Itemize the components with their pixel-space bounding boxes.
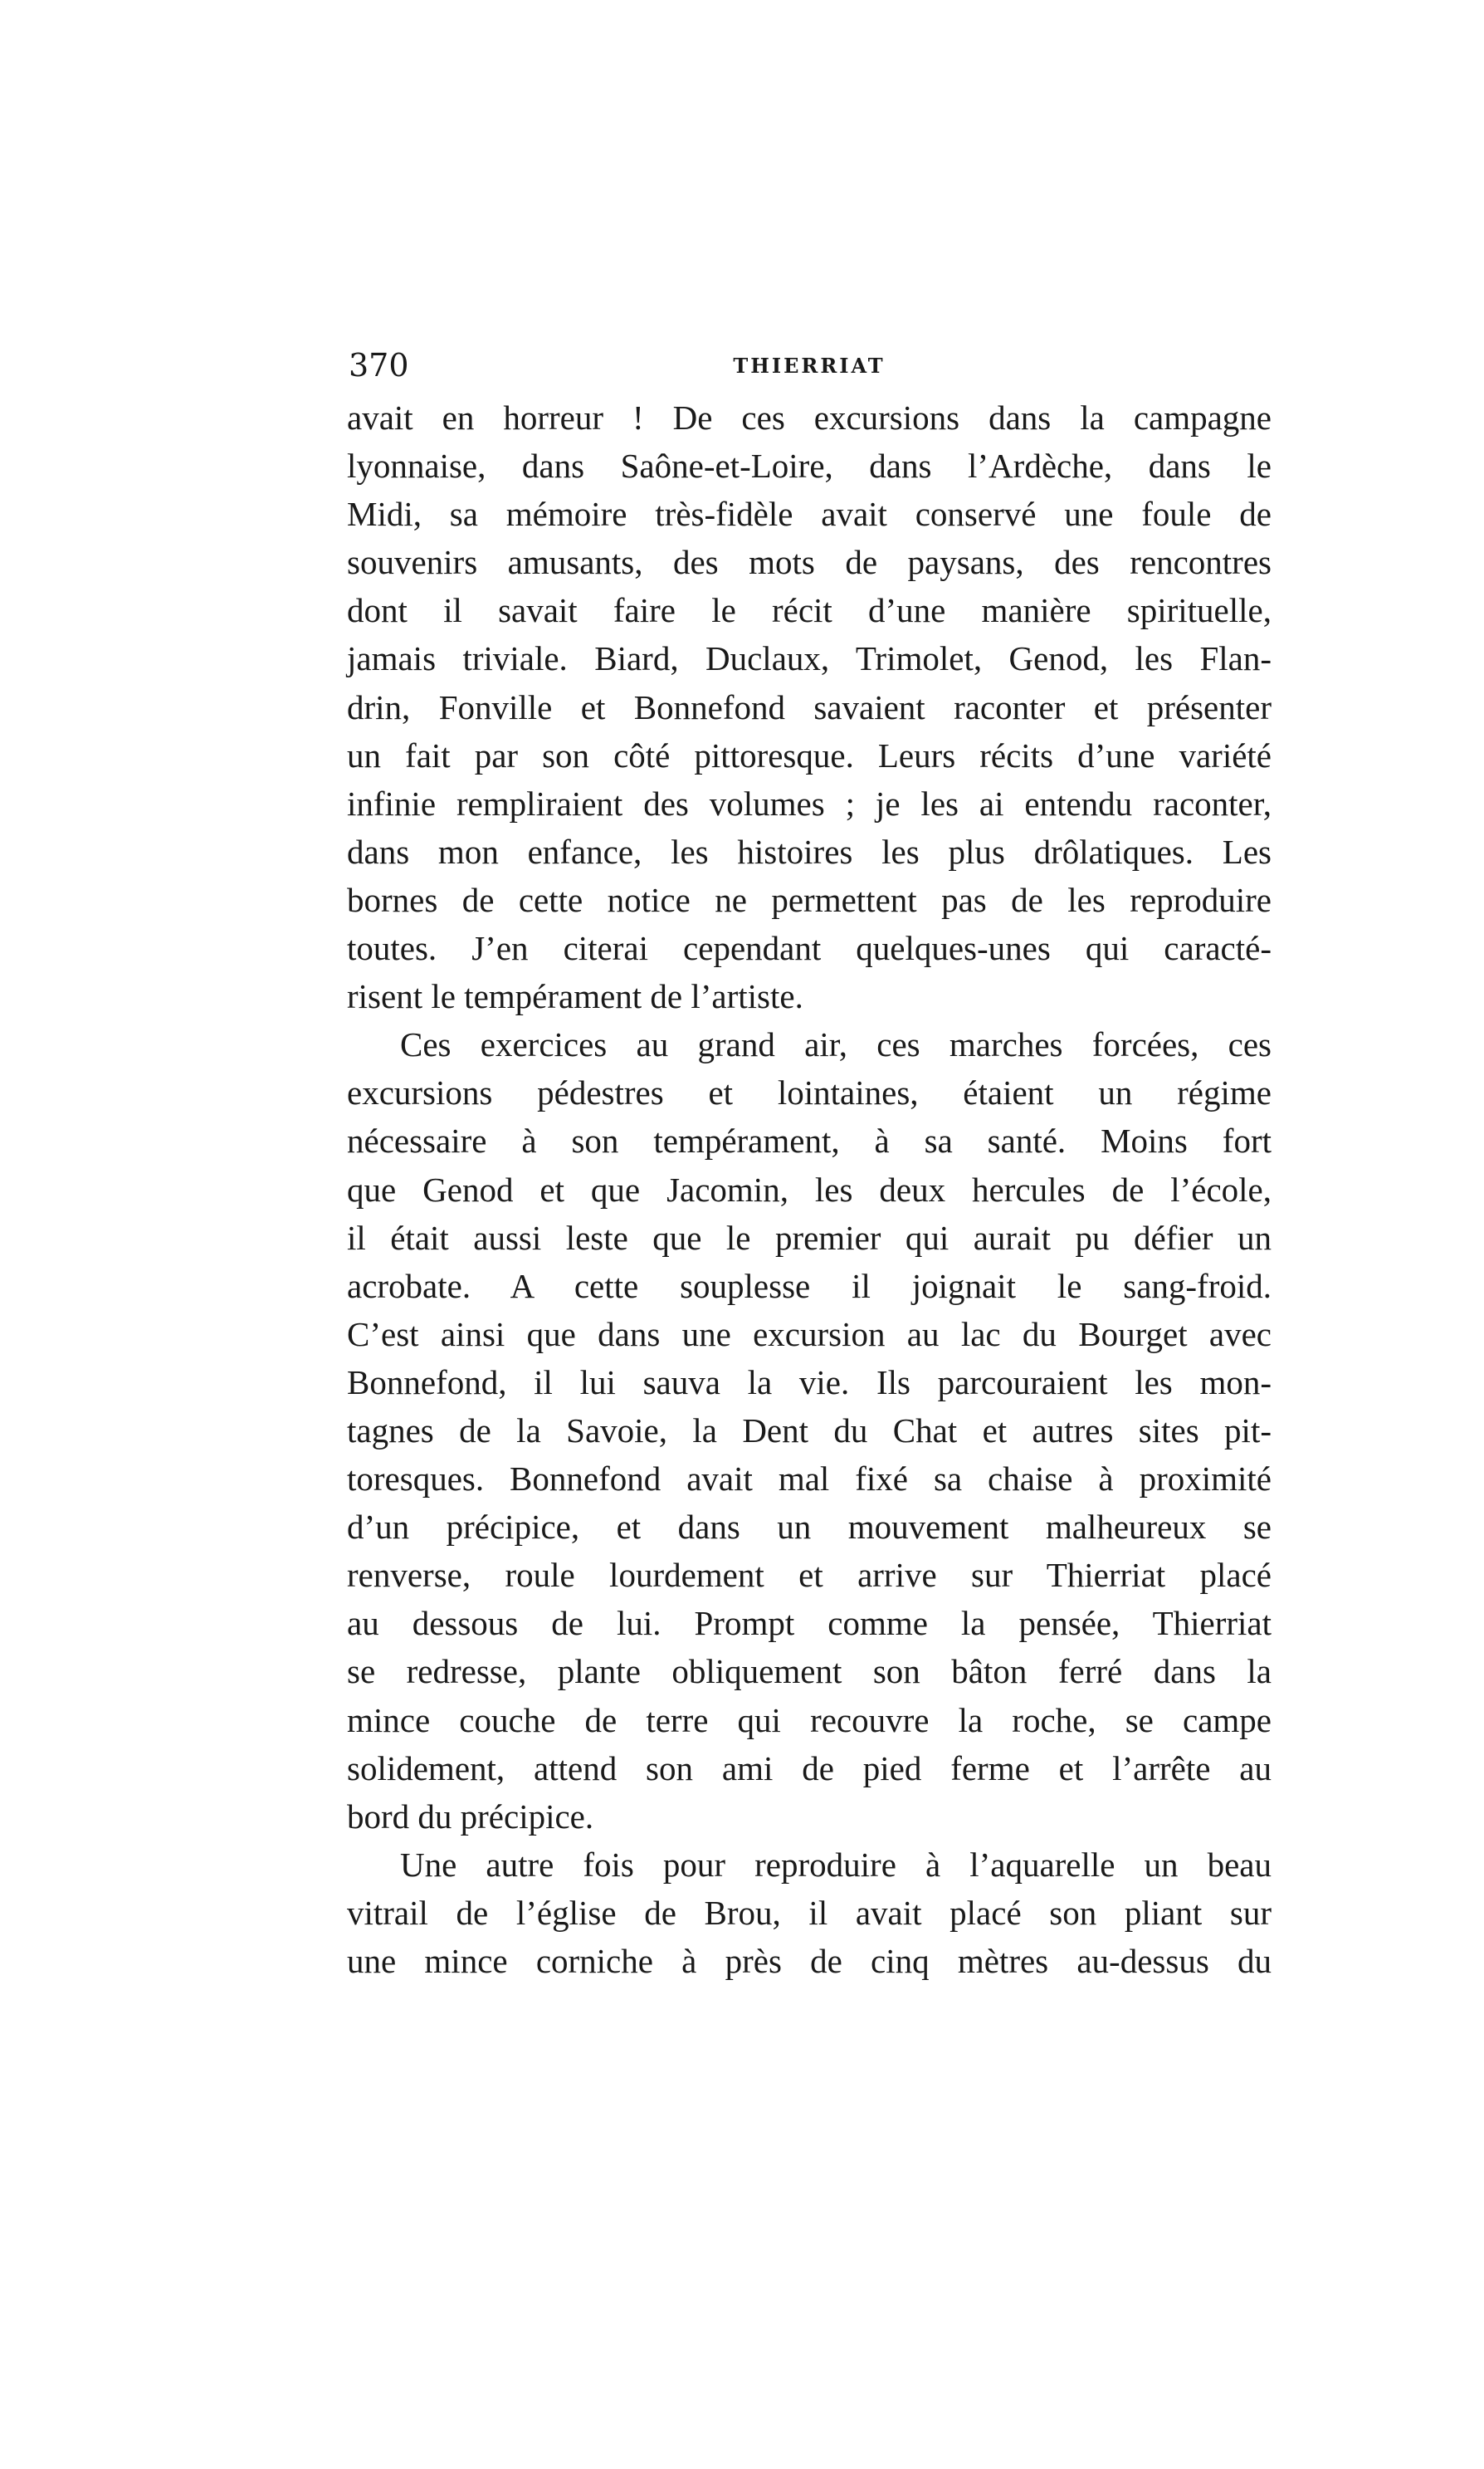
text-line: nécessaire à son tempérament, à sa santé. Moins fort xyxy=(347,1122,1272,1161)
text-line: il était aussi leste que le premier qui aurait pu défier un xyxy=(347,1218,1272,1257)
text-line: C’est ainsi que dans une excursion au lac du Bourget avec xyxy=(347,1314,1272,1353)
text-line: souvenirs amusants, des mots de paysans, des rencontres xyxy=(347,543,1272,582)
text-line: solidement, attend son ami de pied ferme et l’arrête au xyxy=(347,1748,1272,1787)
text-line: au dessous de lui. Prompt comme la pensée, Thierriat xyxy=(347,1604,1272,1643)
text-line: se redresse, plante obliquement son bâton ferré dans la xyxy=(347,1652,1272,1691)
text-line: lyonnaise, dans Saône-et-Loire, dans l’Ardèche, dans le xyxy=(347,447,1272,486)
text-line: mince couche de terre qui recouvre la roche, se campe xyxy=(347,1700,1272,1739)
text-line: jamais triviale. Biard, Duclaux, Trimolet, Genod, les Flan- xyxy=(347,639,1272,678)
text-line: risent le tempérament de l’artiste. xyxy=(347,977,803,1016)
text-line: toresques. Bonnefond avait mal fixé sa chaise à proximité xyxy=(347,1459,1272,1499)
text-line: dans mon enfance, les histoires les plus drôlatiques. Les xyxy=(347,832,1272,871)
running-title: THIERRIAT xyxy=(733,354,886,378)
paragraph xyxy=(347,394,1272,1020)
text-line: drin, Fonville et Bonnefond savaient raconter et présenter xyxy=(347,687,1272,726)
text-line: Midi, sa mémoire très-fidèle avait conservé une foule de xyxy=(347,495,1272,534)
text-line: vitrail de l’église de Brou, il avait placé son pliant sur xyxy=(347,1893,1272,1932)
text-line: d’un précipice, et dans un mouvement malheureux se xyxy=(347,1508,1272,1547)
text-line: renverse, roule lourdement et arrive sur Thierriat placé xyxy=(347,1556,1272,1595)
text-line: un fait par son côté pittoresque. Leurs récits d’une variété xyxy=(347,736,1272,775)
text-line: infinie rempliraient des volumes ; je les ai entendu raconter, xyxy=(347,784,1272,823)
text-line: Ces exercices au grand air, ces marches forcées, ces xyxy=(400,1025,1272,1064)
text-line: une mince corniche à près de cinq mètres au-dessus du xyxy=(347,1942,1272,1980)
page-number: 370 xyxy=(349,347,409,384)
running-header xyxy=(349,347,1270,397)
text-line: excursions pédestres et lointaines, étaient un régime xyxy=(347,1073,1272,1112)
text-line: bord du précipice. xyxy=(347,1797,594,1836)
text-line: tagnes de la Savoie, la Dent du Chat et autres sites pit- xyxy=(347,1411,1272,1450)
body-text xyxy=(347,394,1272,1985)
text-line: bornes de cette notice ne permettent pas de les reproduire xyxy=(347,880,1272,919)
text-line: avait en horreur ! De ces excursions dans la campagne xyxy=(347,398,1272,437)
text-line: que Genod et que Jacomin, les deux hercules de l’école, xyxy=(347,1170,1272,1209)
text-line: acrobate. A cette souplesse il joignait le sang-froid. xyxy=(347,1266,1272,1305)
text-line: Une autre fois pour reproduire à l’aquarelle un beau xyxy=(400,1845,1272,1884)
text-line: Bonnefond, il lui sauva la vie. Ils parcouraient les mon- xyxy=(347,1362,1272,1401)
paragraph xyxy=(347,1020,1272,1841)
text-line: dont il savait faire le récit d’une manière spirituelle, xyxy=(347,591,1272,630)
text-line: toutes. J’en citerai cependant quelques-unes qui caracté- xyxy=(347,929,1272,968)
paragraph xyxy=(347,1841,1272,1985)
